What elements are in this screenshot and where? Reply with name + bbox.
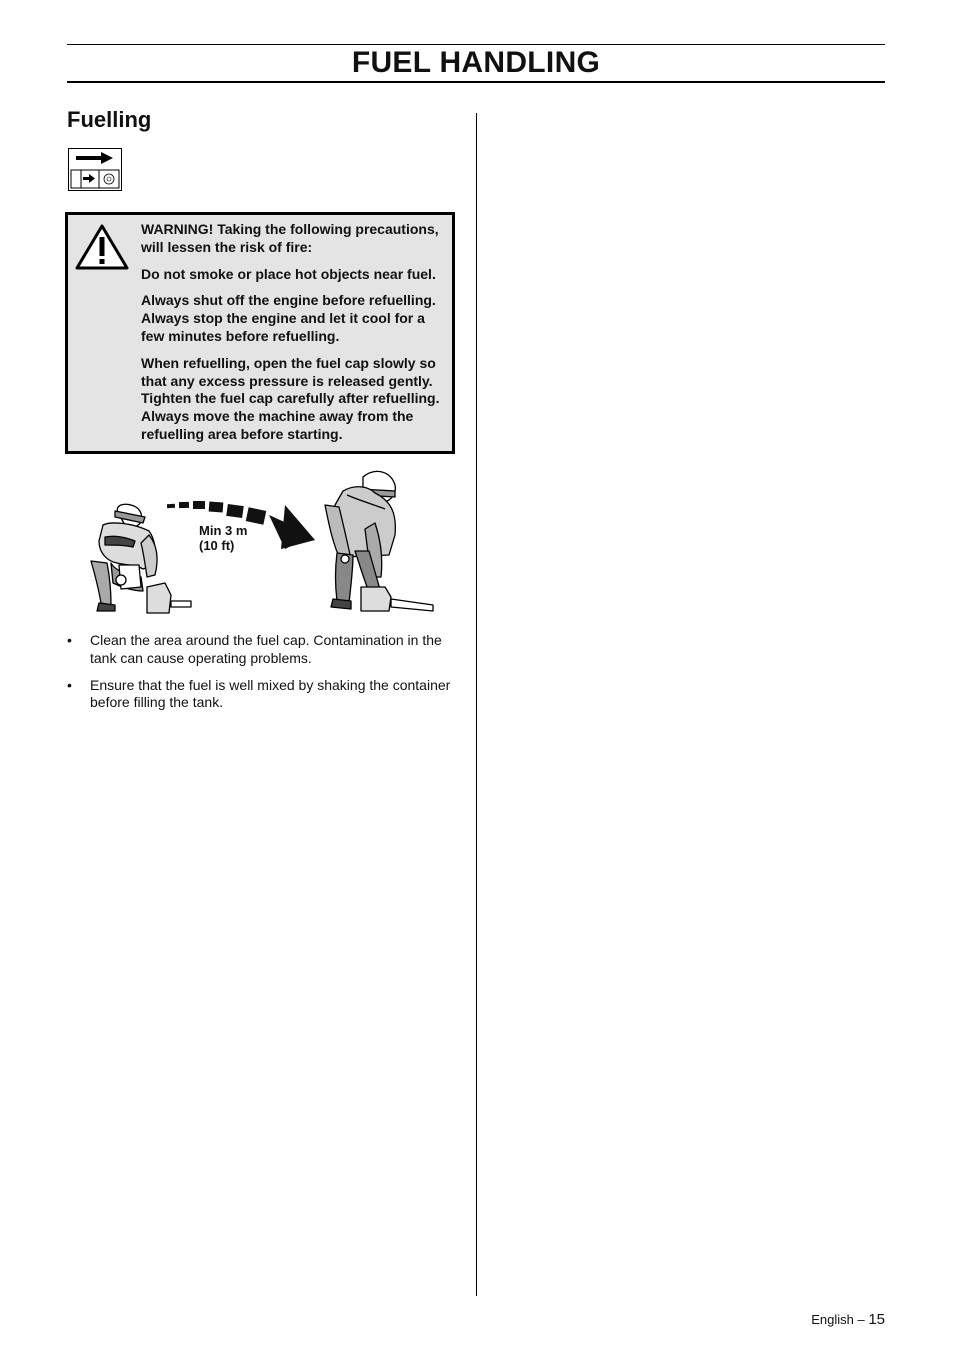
list-item-text: Ensure that the fuel is well mixed by shaking the container before filling the tank. (90, 676, 451, 711)
header-bottom-rule (67, 81, 885, 83)
list-item (67, 677, 457, 713)
header-top-rule (67, 44, 885, 45)
warning-paragraph: Do not smoke or place hot objects near fuel. (141, 265, 436, 282)
page-title: FUEL HANDLING (351, 46, 601, 79)
page-footer (811, 1311, 885, 1328)
bullet-marker: • (67, 676, 72, 693)
list-item-text: Clean the area around the fuel cap. Contamination in the tank can cause operating problems. (90, 632, 442, 666)
distance-label-imperial: (10 ft) (199, 538, 235, 553)
warning-paragraph: WARNING! Taking the following precautions, will lessen the risk of fire: (141, 221, 439, 255)
instruction-list (67, 632, 457, 721)
bullet-marker: • (67, 632, 72, 648)
page-number: 15 (868, 1311, 885, 1328)
page-reference-icon (68, 148, 122, 191)
warning-paragraph: Always shut off the engine before refuelling. Always stop the engine and let it cool for a few minutes before refuelling. (141, 292, 436, 344)
warning-text (141, 221, 449, 453)
warning-triangle-icon (74, 223, 130, 271)
footer-separator: – (857, 1312, 865, 1327)
kneeling-worker-figure (91, 504, 191, 613)
refuelling-distance-illustration (85, 465, 437, 615)
section-title: Fuelling (67, 107, 152, 132)
warning-paragraph: When refuelling, open the fuel cap slowly so that any excess pressure is released gently. Tighten the fuel cap carefully after refuelling. Always move the machine away from the refuelling area before starting. (141, 354, 440, 442)
column-divider (476, 113, 477, 1296)
list-item (67, 632, 457, 668)
footer-language: English (811, 1312, 854, 1327)
standing-worker-figure (325, 471, 433, 611)
warning-box (65, 212, 455, 454)
distance-label-metric: Min 3 m (199, 523, 248, 538)
distance-label (199, 523, 247, 553)
